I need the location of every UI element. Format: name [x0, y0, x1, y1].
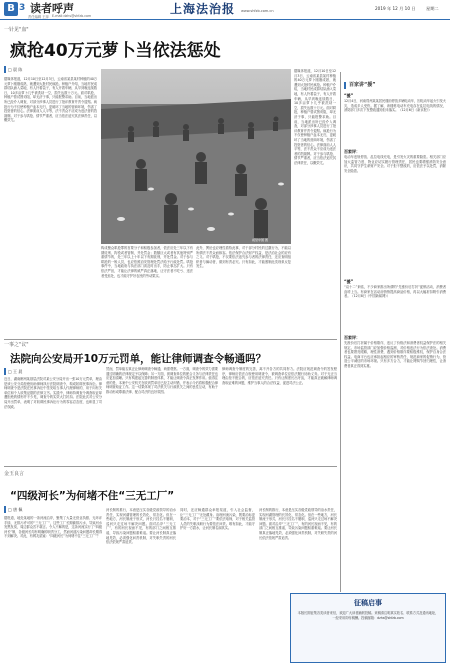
photo-field-harvest [101, 69, 291, 244]
sidebar-divider [340, 72, 341, 592]
article1-byline: □ 晨 陈 [8, 67, 23, 72]
article1-body-col2: 构成聚众哄抢罪的首要分子和积极参加者，依法应处三年以下有期徒刑、拘役或者管制，并处罚金；数额巨大或者有其他特别严重情节的，处三年以上十年以下有期徒刑，并处罚金。对于参与哄抢的一般人员，也应依照治安管理处罚法给予行政处罚。哄抢事件中，当地政府与执法部门须及时出手，防止事态扩大。只有依法严惩，才能让法律的威严真正落地，让守法者不吃亏、违法者受惩处，也才能守护好农民的劳动果实。 [101, 246, 193, 278]
sidebar-tag: 百家讲“援” [344, 82, 446, 89]
article2-body-col1: 近日，湖南郴州某基层法院对某公安分局开出一张10万元罚单，理由是该公安分局拒绝协助律师执行法院调查令，构成妨碍民事诉讼。律师调查令是法院在民事诉讼中签发给当事人代理律师的，用于向有关单位和个人收集证据的法律文书。实践中，律师持调查令调查取证却遭拒绝的情形并不少见，调查令的实效大打折扣。法院此次对公安分局开出罚单，表明了对妨碍民事诉讼行为的零容忍态度，也彰显了司法权威。 [4, 377, 102, 409]
article3-byline: □ 唐 佩 [8, 507, 23, 512]
section-title: 读者呼声 [30, 2, 74, 15]
sidebar-item1-comment-head: 百家评： [344, 149, 360, 154]
sidebar-item1-comment: 电动车违规停放、乱拉电线充电，是引发火灾的重要隐患。相关部门应加大监管力度，物业应切实履行管理责任，居民也要增强消防安全意识，共同守护生命财产安全。对于拒不整改的，应依法予以处罚，消除安全隐患。 [344, 155, 446, 173]
divider-2 [4, 466, 337, 467]
sidebar-item2-body: “双十二”来临，不少商家推出所谓的“先涨价后打折”促销活动，消费者直呼上当。有商家在活动前悄悄提高商品价格，再以大幅折扣吸引消费者。（12月8日《中国新闻网》） [344, 285, 446, 299]
article1-tag: 一针见"血" [4, 27, 29, 33]
notice-title: 征稿启事 [354, 599, 382, 607]
section-badge [4, 2, 18, 16]
paper-url: www.shfzb.com.cn [241, 9, 274, 13]
article3-tag: 金玉良言 [4, 471, 25, 477]
sidebar-item2-head: “援” [344, 279, 354, 284]
article3-body-col3: 同时，还应畅通群众举报渠道，引入社会监督，让“三无工厂”无处藏身。治理河流污染，既要治标更要治本，对于“三无工厂”要依法取缔，对于相关监管人员的失职渎职行为要依法问责。唯有如此，才能守护好一方碧水，让河长制名副其实。 [180, 508, 255, 531]
article3-body-col2: 河长制的推行，本意是压实各级党政领导的治水责任，实现河湖管理的长效化、常态化。但在一些地方，河长制流于形式，河长只挂名不履职，巡河只走过场不解决问题。面对沿岸“三无工厂”，有的河长视而不见，有的部门之间相互推诿，导致污染问题积重难返。要让河长制真正落地见效，必须强化问责机制，对失职失责的河长依法依规严肃追责。 [106, 508, 176, 545]
sidebar-item2-comment-head: 百家评： [344, 335, 360, 340]
sidebar [344, 82, 446, 592]
article3-body-col4: 河长制的推行，本意是压实各级党政领导的治水责任，实现河湖管理的长效化、常态化。但在一些地方，河长制流于形式，河长只挂名不履职，巡河只走过场不解决问题。面对沿岸“三无工厂”，有的河长视而不见，有的部门之间相互推诿，导致污染问题积重难返。要让河长制真正落地见效，必须强化问责机制，对失职失责的河长依法依规严肃追责。 [259, 508, 337, 540]
page-number: 3 [19, 3, 26, 13]
article1-rule [4, 66, 6, 73]
article1-photo [101, 69, 291, 244]
email-line: E-mail:dzhs@shfzb.com [52, 14, 92, 18]
masthead [0, 0, 450, 20]
article3-headline: “四级河长”为何堵不住“三无工厂” [10, 490, 175, 502]
sidebar-item1-head: “援” [344, 93, 354, 98]
article1-headline: 疯抢40万元萝卜当依法惩处 [10, 41, 221, 61]
editor-line: 责任编辑 王萍 [28, 15, 49, 19]
article2-rule [4, 368, 6, 375]
article2-tag: 一事之"议" [4, 342, 29, 348]
article1-body-col4: 据媒体报道，12月10日至12月3日，云南省某县某村种植的40万元萝卜刚刚成熟，就遭到大批村民疯抢。种植户介绍，当地村民成群结队涌入菜地，有人拎着袋子，有人开着车辆，从早到晚连续数日，10多亩萝卜几乎被洗劫一空，损失达数十万元。面对哄抢，种植户曾试图劝阻，却无济于事，只能报警求助。目前，当地派出所已经介入调查，对部分涉事人员进行了批评教育并责令退赔。疯抢行为不仅使种植户血本无归，更破坏了当地的营商环境，伤害了投资者的信心。法律面前人人平等，法不责众不应成为违法者的挡箭牌。对于参与哄抢、情节严重者，应当依法追究其法律责任，以儆效尤。 [294, 69, 336, 165]
article3-body-col1: 据报道，地处某地的一条河流沿岸，聚集了大量无营业执照、无环评手续、无排污许可的“三无工厂”，这些工厂长期偷排污水，导致河水发黑发臭，周边群众苦不堪言。令人不解的是，这条河流实行了“四级河长”制，各级河长均有明确的职责分工，然而河道污染问题却长期得不到解决。对此，有网友质疑：“四级河长”为何堵不住“三无工厂”？ [4, 516, 102, 539]
divider-1 [4, 339, 337, 340]
section-letter: B [7, 3, 15, 14]
notice-box [290, 593, 446, 663]
sidebar-item2-comment: 先涨价后打折属于价格欺诈，违反了价格法和消费者权益保护法的相关规定。市场监管部门应加强价格监测，对价格违法行为依法查处。消费者也要擦亮眼睛，理性消费，遇到价格欺诈要积极维权，保护自身合法权益。电商平台也应承担起相应的审核责任，规范商家的促销行为，营造公平诚信的市场环境。只有多方合力，才能让网购节回归理性，让消费者真正得到实惠。 [344, 341, 446, 368]
article2-body-col2: 然而，罚单能否真正让律师调查令畅通，尚需观察。一方面，调查令的效力需要通过明确的法律规定予以保障；另一方面，被调查单位的配合义务与法律责任也应更加清晰。只有构建起完善的制度体系，才能让调查令真正发挥作用。值得注意的是，本案中公安机关在收到罚单后已经主动纠错，并表示今后将积极配合律师调查取证工作。这一结果体现了司法机关与行政机关之间的良性互动，有助于推动形成尊重法律、配合司法的良好氛围。 [106, 367, 218, 394]
article2-byline: □ 王 晨 [8, 369, 23, 374]
article2-body-col3: 律师调查令制度的完善，离不开各方的共同努力。法院应规范调查令的签发程序，律师应依法合规使用调查令，被调查单位应依法履行协助义务。对于无正当理由拒不配合的，应依法追究责任。只有让制度长出牙齿，才能真正破解律师调查取证难的问题，维护当事人的合法权益，促进司法公正。 [222, 367, 337, 385]
article1-body-col1: 据媒体报道，12月10日至12月3日，云南省某县某村种植的40万元萝卜刚刚成熟，就遭到大批村民疯抢。种植户介绍，当地村民成群结队涌入菜地，有人拎着袋子，有人开着车辆，从早到晚连续数日，10多亩萝卜几乎被洗劫一空，损失达数十万元。面对哄抢，种植户曾试图劝阻，却无济于事，只能报警求助。目前，当地派出所已经介入调查，对部分涉事人员进行了批评教育并责令退赔。疯抢行为不仅使种植户血本无归，更破坏了当地的营商环境，伤害了投资者的信心。法律面前人人平等，法不责众不应成为违法者的挡箭牌。对于参与哄抢、情节严重者，应当依法追究其法律责任，以儆效尤。 [4, 77, 97, 123]
issue-date: 2019 年 12 月 10 日 [375, 6, 416, 11]
article3-rule [4, 506, 6, 513]
issue-weekday: 星期二 [426, 6, 439, 11]
notice-text: 本版长期征集各类读者来信，欢迎广大读者踊跃投稿。来稿请注明真实姓名、联系方式及通讯地址，一经采用即付稿酬。投稿邮箱：dzhs@shfzb.com [297, 611, 439, 620]
sidebar-item1-body: 12月4日，河南郑州某某居民楼前停放多辆电动车，因电动车起火引发火灾，造成多人受伤。据了解，该楼栋电动车充电存在乱拉电线的情况，消防部门多次下发整改通知但未落实。（12月6日《新京报》） [344, 99, 446, 113]
photo-caption: 视觉中国 图 [252, 238, 268, 242]
article1-body-col3: 此外，舆论也应理性看待此事，对于部分村民的过激行为，不能以所谓法不责众而纵容。依法保护合法财产权益，是法治社会的应有之义。对于哄抢，不仅要依法追究参与者的法律责任，还应查明组织者与煽动者，做到有责必究。只有如此，才能遏制此类现象反复发生。 [196, 246, 291, 269]
paper-name: 上海法治报 [170, 2, 236, 16]
article2-headline: 法院向公安局开10万元罚单，能让律师调查令畅通吗？ [10, 353, 267, 365]
